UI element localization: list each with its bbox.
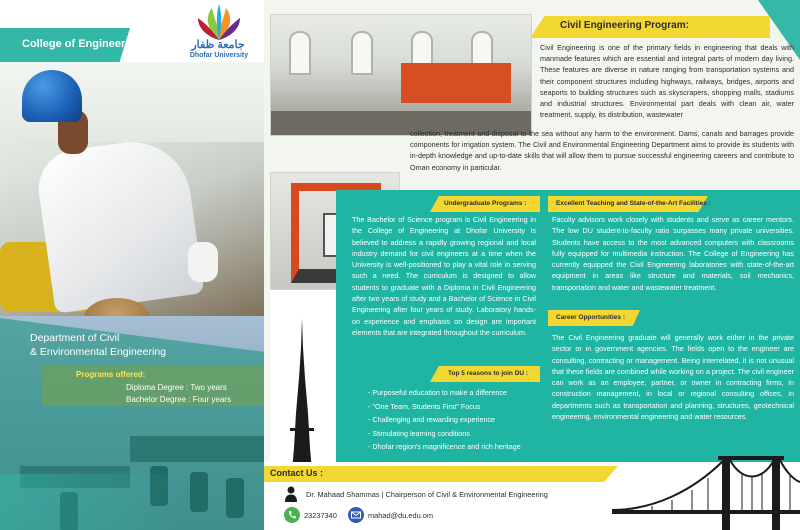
undergraduate-text: The Bachelor of Science program is Civil Engineering in the College of Engineering at Dhofar University is believed to address a rapidly growing regional and local industry demand for civil engineers at a time when the University is well-positioned to play a vital role in serving such a need. The curriculum is designed to allow students to graduate with a Diploma in Civil Engineering after two years of study and a Bachelor of Science in Civil Engineering after four years of study. Laboratory hands-on experience and emphasis on design are important elements that are integrated throughout the curriculum. [352,215,536,337]
contact-label: Contact Us : [270,468,324,478]
career-title: Career Opportunities : [556,314,625,321]
phone-icon [284,507,300,523]
program-diploma: Diploma Degree : Two years [126,383,227,392]
reasons-title: Top 5 reasons to join DU : [448,370,529,377]
person-icon [284,486,298,502]
contact-person: Dr. Mahaad Shammas | Chairperson of Civil & Environmental Engineering [306,490,548,499]
reason-item: - Stimulating learning conditions [368,428,470,438]
program-intro-bottom: collection, treatment and disposal to the sea without any harm to the environment. Dams, canals and barrages provide components for irrigation system. The Civil and Environmental Engineering Department aims to provide its students with in-depth knowledge and up-to-date skills that will allow them to pursue successful engineering careers and contribute to Oman economy in particular. [410,129,794,172]
program-intro-top: Civil Engineering is one of the primary fields in engineering that deals with manmade features which are essential and integral parts of modern day living. These features are diverse in nature ranging from transportation systems and their component structures including highways, railways, bridges, airports and seaports to building structures such as skyscrapers, shopping malls, stadiums and industrial structures. Environmental part deals with clean air, water treatment, supply, its distribution, wastewater [540,43,794,120]
reasons-list [368,386,521,454]
hard-hat [22,70,82,122]
career-text: The Civil Engineering graduate will generally work either in the private sector or in government agencies. The fields open to the engineer are consulting, contracting or management. Being interrelated, it is not unusual that these fields are combined while working on a project. The civil engineer can work as an employee, partner, or owner in contracting firms, in construction management, in local or regional consulting offices, in departments such as transportation and planning, structures, geotechnical engineering, environmental engineering and water resources. [552,333,794,422]
program-bachelor: Bachelor Degree : Four years [126,395,231,404]
email-icon [348,507,364,523]
bridge-silhouette [612,452,800,530]
department-line-2: & Environmental Engineering [30,346,166,358]
decorative-stripe [0,474,264,530]
left-panel [0,0,264,530]
college-title: College of Engineering [22,38,142,50]
reason-item: - Dhofar region's magnificence and rich heritage [368,442,521,452]
lab-hall-photo [270,14,532,136]
program-title: Civil Engineering Program: [560,20,689,31]
facilities-title: Excellent Teaching and State-of-the-Art Facilities : [556,200,711,207]
undergraduate-title: Undergraduate Programs : [444,200,527,207]
programs-title: Programs offered: [76,370,146,379]
logo-arabic-text: جامعة ظفار [191,39,245,51]
contact-phone[interactable]: 23237340 [304,511,337,520]
reason-item: - Challenging and rewarding experience [368,415,496,425]
department-line-1: Department of Civil [30,332,120,344]
department-title [30,331,166,359]
reason-item: - "One Team, Students First" Focus [368,401,481,411]
facilities-text: Faculty advisors work closely with students and serve as career mentors. The low DU student-to-faculty ratio surpasses many private universities. Students have access to the most advanced computers with classrooms fully equipped for multimedia instruction. The College of Engineering has currently equipped the Civil Engineering laboratories with state-of-the-art equipment in areas like structure and materials, soil mechanics, transportation and water and wastewater treatment. [552,215,794,292]
logo-english-text: Dhofar University [189,52,249,59]
engineer-photo [0,62,264,320]
reason-item: - Purposeful education to make a difference [368,388,507,397]
logo-icon [194,2,244,42]
contact-email[interactable]: mahad@du.edu.om [368,511,434,520]
